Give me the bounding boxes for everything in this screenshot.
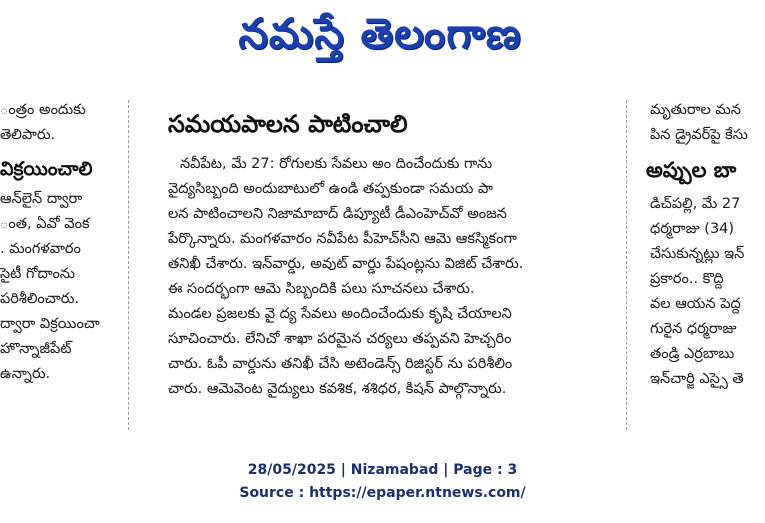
article-text-line: లన పాటించాలని నిజామాబాద్ డిప్యూటీ డీఎంహెచ్‌వో అంజన	[168, 206, 507, 222]
left-text-line: ంత్రం అందుకు	[0, 102, 86, 118]
left-text-line: ఉన్నారు.	[0, 366, 51, 382]
column-divider-left	[128, 100, 129, 430]
right-text-line: పిన డ్రైవర్‌పై కేసు	[650, 127, 748, 143]
left-headline: విక్రయించాలి	[0, 158, 93, 180]
left-text-line: ఆన్‌లైన్ ద్వారా	[0, 191, 83, 207]
right-text-line: ధర్మరాజు (34)	[650, 221, 735, 237]
right-text-line: మృతురాల మన	[650, 102, 741, 118]
article-text-line: నవీపేట, మే 27: రోగులకు సేవలు అం దించేందుకు గాను	[180, 156, 493, 172]
article-text-line: పేర్కొన్నారు. మంగళవారం నవీపేట పీహెచ్‌సీని ఆమె ఆకస్మికంగా	[168, 231, 517, 247]
left-text-line: ంత, ఏవో వెంక	[0, 216, 90, 232]
article-text-line: మండల ప్రజలకు వై ద్య సేవలు అందించేందుకు కృషి చేయాలని	[168, 306, 512, 322]
right-text-line: తండ్రి ఎర్రబాబు	[650, 346, 735, 362]
article-text-line: చారు. ఓపీ వార్డును తనిఖీ చేసి అటెండెన్స్ రిజిస్టర్ ను పరిశీలిం	[168, 356, 513, 372]
right-text-line: ఇన్‌చార్జి ఎస్సై తె	[650, 371, 744, 387]
article-text-line: తనిఖీ చేశారు. ఇన్‌వార్డు, అవుట్ వార్డు పేషంట్లను విజిట్ చేశారు.	[168, 256, 524, 272]
left-text-line: ద్వారా విక్రయించా	[0, 316, 100, 332]
masthead-title: నమస్తే తెలంగాణ	[238, 9, 522, 58]
article-headline: సమయపాలన పాటించాలి	[168, 110, 408, 138]
right-text-line: డిచ్‌పల్లి, మే 27	[650, 196, 741, 212]
edition-info: 28/05/2025 | Nizamabad | Page : 3	[247, 462, 518, 478]
article-text-line: వైద్యసిబ్బంది అందుబాటులో ఉండి తప్పకుండా సమయ పా	[168, 181, 493, 197]
newspaper-masthead	[180, 8, 580, 70]
left-text-line: తెలిపారు.	[0, 127, 56, 143]
right-text-line: ప్రకారం.. కొద్ది	[650, 271, 724, 287]
article-text-line: ఈ సందర్భంగా ఆమె సిబ్బందికి పలు సూచనలు చేశారు.	[168, 281, 475, 297]
right-text-line: గురైన ధర్మరాజు	[650, 321, 737, 337]
right-text-line: చేసుకున్నట్లు ఇన్	[650, 246, 745, 262]
left-text-line: హొన్నాజీపేట్	[0, 341, 72, 357]
right-text-line: వల ఆయన పెద్ద	[650, 296, 741, 312]
source-line: Source : https://epaper.ntnews.com/	[239, 485, 526, 501]
article-text-line: సూచించారు. లేనిచో శాఖా పరమైన చర్యలు తప్పవని హెచ్చరిం	[168, 331, 512, 347]
article-text-line: చారు. ఆమెవెంట వైద్యులు కవశిక, శశిధర, కిషన్ పాల్గొన్నారు.	[168, 381, 507, 397]
left-text-line: . మంగళవారం	[0, 241, 81, 257]
left-column-article	[0, 98, 118, 438]
main-article	[148, 98, 608, 438]
left-text-line: సైటీ గోదాంను	[0, 266, 75, 282]
column-divider-right	[626, 100, 627, 430]
right-headline: అప్పుల బా	[646, 158, 737, 182]
left-text-line: పరిశీలించారు.	[0, 291, 79, 307]
right-column-article	[640, 98, 765, 438]
